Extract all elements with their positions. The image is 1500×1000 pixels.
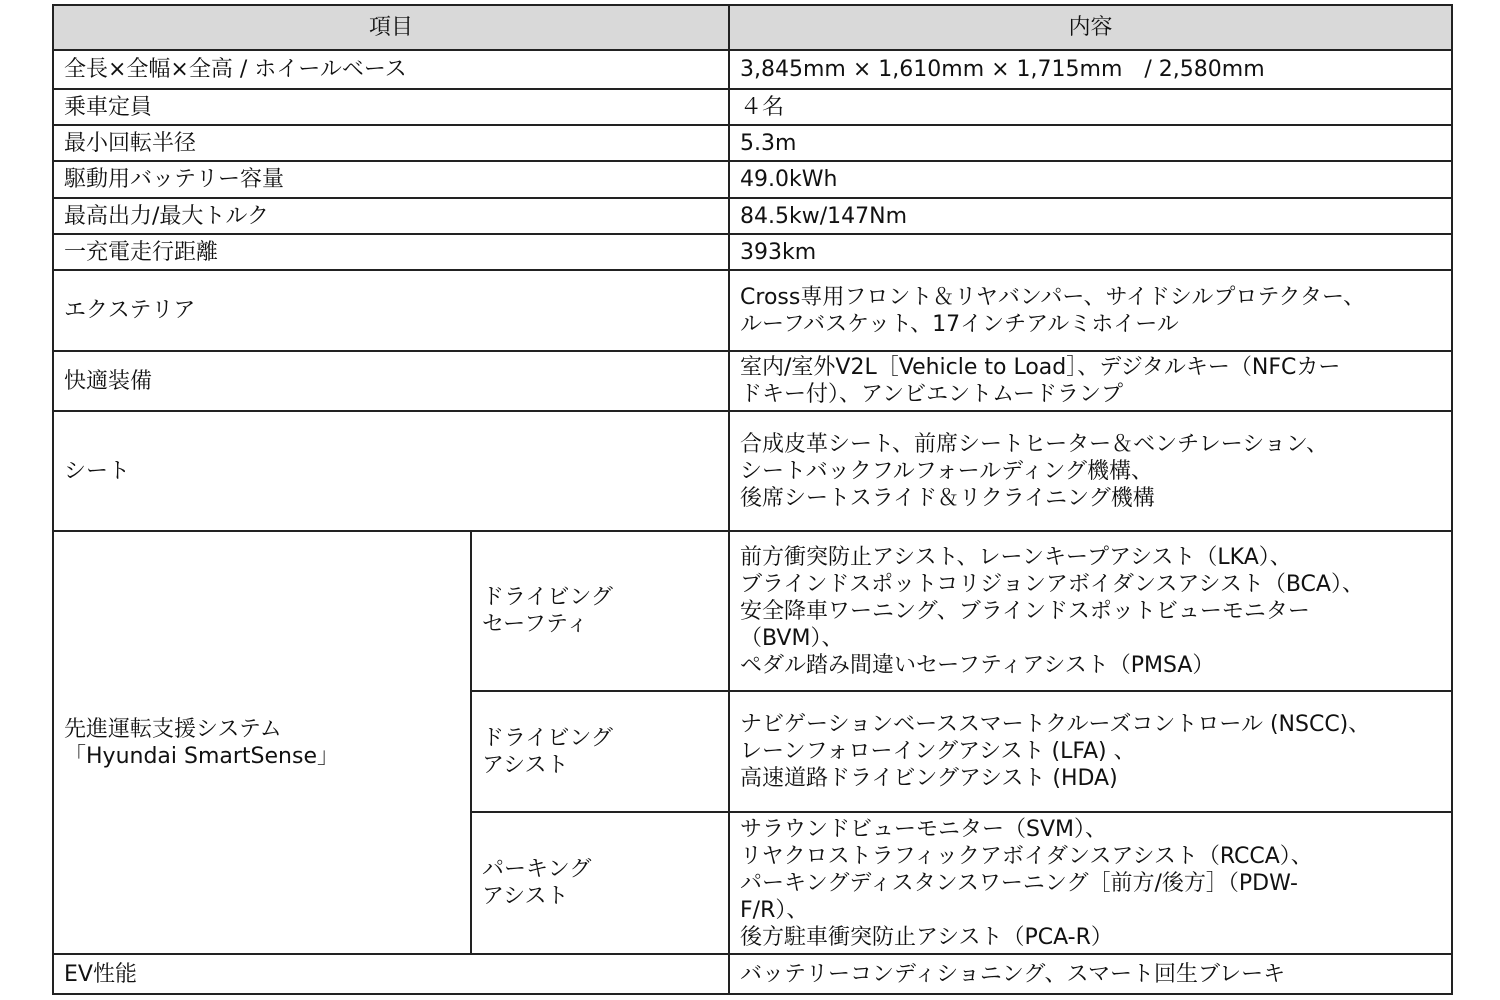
header-content: 内容: [729, 5, 1452, 50]
table-row: [53, 234, 1452, 270]
row-value: バッテリーコンディショニング、スマート回生ブレーキ: [729, 954, 1452, 994]
adas-label: 先進運転支援システム 「Hyundai SmartSense」: [53, 531, 471, 954]
row-label: 最高出力/最大トルク: [53, 198, 729, 234]
table-row: [53, 198, 1452, 234]
table-row: [53, 89, 1452, 125]
adas-row: [53, 531, 1452, 691]
adas-sub-value: サラウンドビューモニター（SVM）、 リヤクロストラフィックアボイダンスアシスト（RCCA）、 パーキングディスタンスワーニング［前方/後方］（PDW- F/R）、 後方駐車衝突防止アシスト（PCA-R）: [729, 812, 1452, 954]
row-value: 5.3m: [729, 125, 1452, 161]
row-label: 乗車定員: [53, 89, 729, 125]
row-value: ４名: [729, 89, 1452, 125]
row-value: Cross専用フロント＆リヤバンパー、サイドシルプロテクター、 ルーフバスケット、17インチアルミホイール: [729, 270, 1452, 351]
row-label: 最小回転半径: [53, 125, 729, 161]
header-item: 項目: [53, 5, 729, 50]
row-label: EV性能: [53, 954, 729, 994]
table-row: [53, 270, 1452, 351]
row-label: 快適装備: [53, 351, 729, 411]
row-value: 49.0kWh: [729, 161, 1452, 198]
table-row: [53, 161, 1452, 198]
row-value: 合成皮革シート、前席シートヒーター＆ベンチレーション、 シートバックフルフォールディング機構、 後席シートスライド＆リクライニング機構: [729, 411, 1452, 531]
header-row: [53, 5, 1452, 50]
row-label: 一充電走行距離: [53, 234, 729, 270]
row-value: 3,845mm × 1,610mm × 1,715mm / 2,580mm: [729, 50, 1452, 89]
adas-sub-label: ドライビング アシスト: [471, 691, 729, 812]
row-label: 駆動用バッテリー容量: [53, 161, 729, 198]
table-row: [53, 125, 1452, 161]
row-value: 84.5kw/147Nm: [729, 198, 1452, 234]
table-row: [53, 351, 1452, 411]
row-label: エクステリア: [53, 270, 729, 351]
table-row: [53, 411, 1452, 531]
adas-sub-value: 前方衝突防止アシスト、レーンキープアシスト（LKA）、 ブラインドスポットコリジョンアボイダンスアシスト（BCA）、 安全降車ワーニング、ブラインドスポットビューモニター （BVM）、 ペダル踏み間違いセーフティアシスト（PMSA）: [729, 531, 1452, 691]
row-label: シート: [53, 411, 729, 531]
spec-table: [52, 4, 1453, 995]
row-label: 全長×全幅×全高 / ホイールベース: [53, 50, 729, 89]
row-value: 393km: [729, 234, 1452, 270]
row-value: 室内/室外V2L［Vehicle to Load］、デジタルキー（NFCカー ドキー付）、アンビエントムードランプ: [729, 351, 1452, 411]
adas-sub-label: パーキング アシスト: [471, 812, 729, 954]
adas-sub-value: ナビゲーションベーススマートクルーズコントロール (NSCC)、 レーンフォローイングアシスト (LFA) 、 高速道路ドライビングアシスト (HDA): [729, 691, 1452, 812]
table-row: [53, 954, 1452, 994]
table-row: [53, 50, 1452, 89]
adas-sub-label: ドライビング セーフティ: [471, 531, 729, 691]
